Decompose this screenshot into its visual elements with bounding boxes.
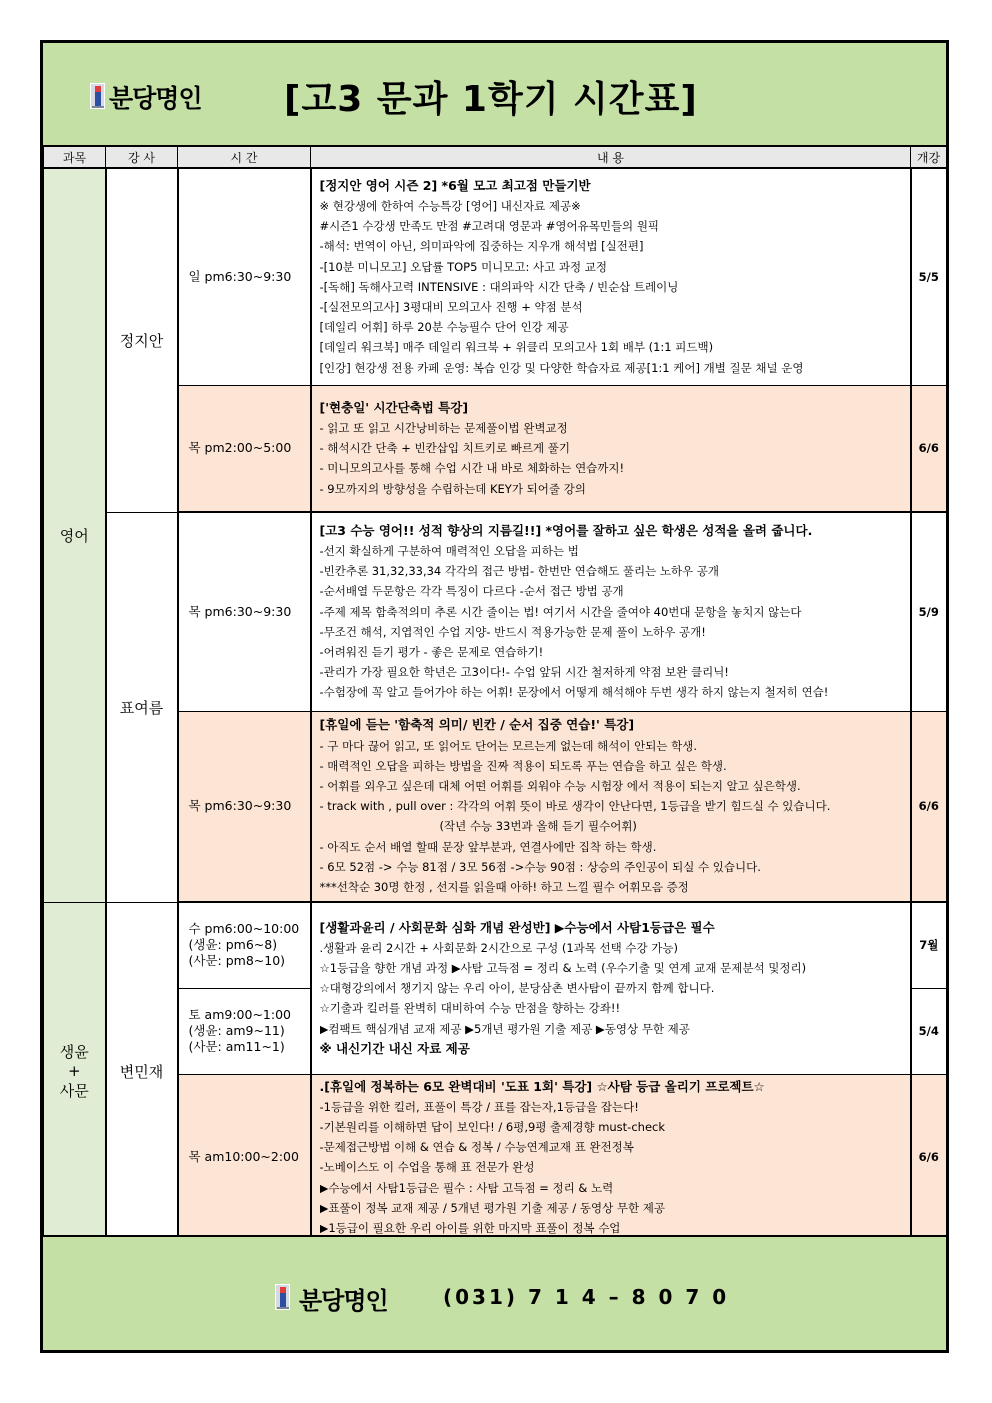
column-header-teacher: 강 사	[106, 146, 178, 168]
start-date: 6/6	[911, 711, 947, 902]
start-date: 6/6	[911, 1074, 947, 1241]
content-line: - 구 마다 끊어 읽고, 또 읽어도 단어는 모르는게 없는데 해석이 안되는 학생.	[319, 738, 697, 753]
class-title: ['현충일' 시간단축법 특강]	[319, 399, 469, 415]
start-date: 5/5	[911, 168, 947, 385]
teacher-cell	[106, 168, 178, 512]
start-date: 5/4	[911, 988, 947, 1074]
table-row	[44, 168, 947, 385]
class-time: 목 pm6:30~9:30	[178, 711, 311, 902]
time-line: (생윤: pm6~8)	[188, 937, 278, 953]
column-header-start: 개강	[911, 146, 947, 168]
table-row	[44, 385, 947, 512]
teacher-cell	[106, 902, 178, 1241]
class-title: [고3 수능 영어!! 성적 향상의 지름길!!] *영어를 잘하고 싶은 학생은 성적을 올려 줍니다.	[319, 522, 813, 538]
class-content	[311, 902, 911, 1074]
subject-name: +	[67, 1062, 81, 1081]
class-content	[311, 711, 911, 902]
content-line: -노베이스도 이 수업을 통해 표 전문가 완성	[319, 1160, 535, 1175]
class-title: [생활과윤리 / 사회문화 심화 개념 완성반] ▶수능에서 사탐1등급은 필수	[319, 919, 715, 935]
teacher-name: 표여름	[119, 698, 164, 717]
table-row	[44, 711, 947, 902]
content-line: -주제 제목 함축적의미 추론 시간 줄이는 법! 여기서 시간을 줄여야 40번대 문항을 놓치지 않는다	[319, 604, 802, 619]
content-line: (작년 수능 33번과 올해 듣기 필수어휘)	[439, 819, 637, 834]
content-line: -기본원리를 이해하면 답이 보인다! / 6평,9평 출제경향 must-check	[319, 1119, 665, 1134]
academy-logo-icon	[90, 83, 105, 109]
content-line: ☆기출과 킬러를 완벽히 대비하여 수능 만점을 향하는 강좌!!	[319, 1001, 621, 1016]
content-line: - 어휘를 외우고 싶은데 대체 어떤 어휘를 외워야 수능 시험장 에서 적용이 되는지 알고 싶은학생.	[319, 778, 801, 793]
content-line: -[10분 미니모고] 오답률 TOP5 미니모고: 사고 과정 교정	[319, 259, 608, 274]
brand-name: 분당명인	[109, 84, 202, 113]
content-line: - 9모까지의 방향성을 수립하는데 KEY가 되어줄 강의	[319, 481, 586, 496]
page-title: [고3 문과 1학기 시간표]	[284, 79, 698, 120]
class-time: 목 pm6:30~9:30	[178, 512, 311, 711]
content-line: -1등급을 위한 킬러, 표풀이 특강 / 표를 잡는자,1등급을 잡는다!	[319, 1099, 639, 1114]
content-line: ☆대형강의에서 챙기지 않는 우리 아이, 분당삼촌 변사탐이 끝까지 함께 합니다.	[319, 981, 715, 996]
content-line: ▶표풀이 정복 교재 제공 / 5개년 평가원 기출 제공 / 동영상 무한 제공	[319, 1200, 665, 1215]
content-line: [데일리 어휘] 하루 20분 수능필수 단어 인강 제공	[319, 320, 569, 335]
content-line: ※ 현강생에 한하여 수능특강 [영어] 내신자료 제공※	[319, 198, 581, 213]
class-time: 목 pm2:00~5:00	[178, 385, 311, 512]
schedule-table	[43, 145, 947, 1241]
class-time: 목 am10:00~2:00	[178, 1074, 311, 1241]
content-line: - 읽고 또 읽고 시간낭비하는 문제풀이법 완벽교정	[319, 420, 568, 435]
teacher-cell	[106, 512, 178, 902]
content-line: - 미니모의고사를 통해 수업 시간 내 바로 체화하는 연습까지!	[319, 461, 625, 476]
content-line: - track with , pull over : 각각의 어휘 뜻이 바로 생각이 안난다면, 1등급을 받기 힘드실 수 있습니다.	[319, 799, 831, 814]
timetable-sheet	[40, 40, 949, 1353]
content-line: -관리가 가장 필요한 학년은 고3이다!- 수업 앞뒤 시간 철저하게 약점 보완 클리닉!	[319, 665, 729, 680]
content-line: -순서배열 두문항은 각각 특징이 다르다 -순서 접근 방법 공개	[319, 584, 624, 599]
class-content	[311, 512, 911, 711]
footer-banner	[43, 1235, 946, 1350]
content-line: ***선착순 30명 한정 , 선지를 읽을때 아하! 하고 느낄 필수 어휘모음 증정	[319, 879, 689, 894]
academy-logo-icon	[275, 1284, 290, 1310]
column-header-content: 내 용	[311, 146, 911, 168]
time-line: (사문: am11~1)	[188, 1039, 285, 1054]
teacher-name: 변민재	[119, 1062, 164, 1081]
content-line: -어려워진 듣기 평가 - 좋은 문제로 연습하기!	[319, 645, 544, 660]
class-content	[311, 385, 911, 512]
content-line: -[실전모의고사] 3평대비 모의고사 진행 + 약점 분석	[319, 299, 583, 314]
class-time	[178, 988, 311, 1074]
class-title: [정지안 영어 시즌 2] *6월 모고 최고점 만들기반	[319, 177, 591, 193]
table-row	[44, 512, 947, 711]
class-title: .[휴일에 정복하는 6모 완벽대비 '도표 1회' 특강] ☆사탐 등급 올리기 프로젝트☆	[319, 1078, 765, 1094]
start-date: 7월	[911, 902, 947, 988]
class-content	[311, 168, 911, 385]
content-line: - 아직도 순서 배열 할때 문장 앞부분과, 연결사에만 집착 하는 학생.	[319, 839, 657, 854]
subject-name: 사문	[59, 1082, 89, 1101]
start-date: 5/9	[911, 512, 947, 711]
content-line: -문제접근방법 이해 & 연습 & 정복 / 수능연계교재 표 완전정복	[319, 1140, 634, 1155]
time-line: 토 am9:00~1:00	[188, 1007, 291, 1022]
content-line: [데일리 워크북] 매주 데일리 워크북 + 위클리 모의고사 1회 배부 (1:1 피드백)	[319, 340, 714, 355]
subject-name: 영어	[59, 526, 89, 545]
phone-number: (031) 7 1 4 – 8 0 7 0	[443, 1285, 730, 1309]
content-line: [인강] 현강생 전용 카페 운영: 복습 인강 및 다양한 학습자료 제공[1:1 케어] 개별 질문 채널 운영	[319, 360, 804, 375]
column-header-subject: 과목	[44, 146, 106, 168]
start-date: 6/6	[911, 385, 947, 512]
content-line: - 6모 52점 -> 수능 81점 / 3모 56점 ->수능 90점 : 상승의 주인공이 되실 수 있습니다.	[319, 859, 761, 874]
teacher-name: 정지안	[119, 331, 164, 350]
content-line: -해석: 번역이 아닌, 의미파악에 집중하는 지우개 해석법 [실전편]	[319, 239, 644, 254]
content-line: -수험장에 꼭 알고 들어가야 하는 어휘! 문장에서 어떻게 해석해야 두번 생각 하지 않는지 철저히 연습!	[319, 685, 829, 700]
content-line: - 매력적인 오답을 피하는 방법을 진짜 적용이 되도록 푸는 연습을 하고 싶은 학생.	[319, 758, 727, 773]
time-line: 수 pm6:00~10:00	[188, 921, 300, 937]
subject-cell-social-studies	[44, 902, 106, 1241]
table-row	[44, 902, 947, 988]
title-banner	[43, 43, 946, 148]
content-line: #시즌1 수강생 만족도 만점 #고려대 영문과 #영어유목민들의 원픽	[319, 219, 660, 234]
class-time	[178, 902, 311, 988]
footer-brand-name: 분당명인	[299, 1287, 388, 1315]
table-row	[44, 1074, 947, 1241]
content-line: ▶1등급이 필요한 우리 아이를 위한 마지막 표풀이 정복 수업	[319, 1220, 621, 1235]
content-line: .생활과 윤리 2시간 + 사회문화 2시간으로 구성 (1과목 선택 수강 가능)	[319, 940, 678, 955]
content-line: ☆1등급을 향한 개념 과정 ▶사탐 고득점 = 정리 & 노력 (우수기출 및 연계 교재 문제분석 및정리)	[319, 960, 807, 975]
table-header-row	[44, 146, 947, 168]
time-line: (생윤: am9~11)	[188, 1023, 285, 1038]
content-line: -빈칸추론 31,32,33,34 각각의 접근 방법- 한번만 연습해도 풀리는 노하우 공개	[319, 564, 720, 579]
subject-name: 생윤	[59, 1043, 89, 1062]
column-header-time: 시 간	[178, 146, 311, 168]
content-line: ※ 내신기간 내신 자료 제공	[319, 1040, 470, 1056]
time-line: (사문: pm8~10)	[188, 953, 286, 969]
class-title: [휴일에 듣는 '함축적 의미/ 빈칸 / 순서 집중 연습!' 특강]	[319, 717, 635, 733]
subject-cell-english	[44, 168, 106, 902]
class-content	[311, 1074, 911, 1241]
class-time: 일 pm6:30~9:30	[178, 168, 311, 385]
content-line: ▶컴팩트 핵심개념 교재 제공 ▶5개년 평가원 기출 제공 ▶동영상 무한 제공	[319, 1021, 690, 1036]
content-line: ▶수능에서 사탐1등급은 필수 : 사탐 고득점 = 정리 & 노력	[319, 1180, 614, 1195]
content-line: - 해석시간 단축 + 빈칸삽입 치트키로 빠르게 풀기	[319, 441, 570, 456]
content-line: -[독해] 독해사고력 INTENSIVE : 대의파악 시간 단축 / 빈순삽 트레이닝	[319, 279, 679, 294]
content-line: -선지 확실하게 구분하여 매력적인 오답을 피하는 법	[319, 544, 579, 559]
content-line: -무조건 해석, 지엽적인 수업 지양- 반드시 적용가능한 문제 풀이 노하우 공개!	[319, 624, 706, 639]
